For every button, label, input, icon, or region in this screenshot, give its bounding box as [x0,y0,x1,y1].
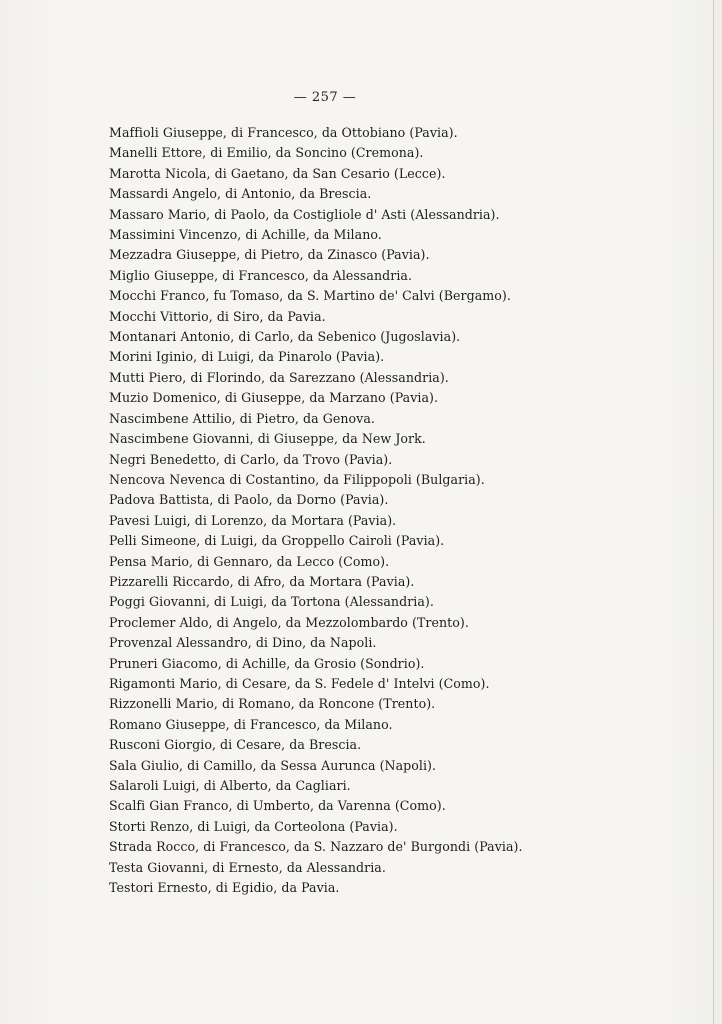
list-item: Storti Renzo, di Luigi, da Corteolona (Pavia). [109,818,398,834]
list-item: Marotta Nicola, di Gaetano, da San Cesario (Lecce). [109,165,446,181]
list-item: Massaro Mario, di Paolo, da Costigliole d' Asti (Alessandria). [109,206,500,222]
page-number: — 257 — [293,90,357,105]
list-item: Provenzal Alessandro, di Dino, da Napoli. [109,635,377,651]
list-item: Romano Giuseppe, di Francesco, da Milano. [109,716,393,732]
list-item: Pizzarelli Riccardo, di Afro, da Mortara (Pavia). [109,573,415,589]
list-item: Rigamonti Mario, di Cesare, da S. Fedele d' Intelvi (Como). [109,675,490,691]
list-item: Mocchi Franco, fu Tomaso, da S. Martino de' Calvi (Bergamo). [109,288,511,304]
list-item: Padova Battista, di Paolo, da Dorno (Pavia). [109,492,389,508]
list-item: Testa Giovanni, di Ernesto, da Alessandria. [109,859,386,875]
list-item: Pruneri Giacomo, di Achille, da Grosio (Sondrio). [109,655,425,671]
list-item: Nascimbene Giovanni, di Giuseppe, da New Jork. [109,431,426,447]
list-item: Poggi Giovanni, di Luigi, da Tortona (Alessandria). [109,594,434,610]
list-item: Negri Benedetto, di Carlo, da Trovo (Pavia). [109,451,393,467]
list-item: Muzio Domenico, di Giuseppe, da Marzano (Pavia). [109,390,439,406]
list-item: Proclemer Aldo, di Angelo, da Mezzolombardo (Trento). [109,614,469,630]
list-item: Mutti Piero, di Florindo, da Sarezzano (Alessandria). [109,369,449,385]
list-item: Salaroli Luigi, di Alberto, da Cagliari. [109,778,351,793]
list-item: Nascimbene Attilio, di Pietro, da Genova. [109,410,375,426]
list-item: Massimini Vincenzo, di Achille, da Milano. [109,227,382,243]
list-item: Mezzadra Giuseppe, di Pietro, da Zinasco (Pavia). [109,247,430,263]
list-item: Manelli Ettore, di Emilio, da Soncino (Cremona). [109,145,424,161]
list-item: Nencova Nevenca di Costantino, da Filippopoli (Bulgaria). [109,471,485,487]
list-item: Scalfi Gian Franco, di Umberto, da Varenna (Como). [109,798,446,814]
name-list [109,123,523,898]
list-item: Maffioli Giuseppe, di Francesco, da Ottobiano (Pavia). [109,125,458,140]
list-item: Pavesi Luigi, di Lorenzo, da Mortara (Pavia). [109,512,397,528]
list-item: Pensa Mario, di Gennaro, da Lecco (Como). [109,553,390,569]
list-item: Rizzonelli Mario, di Romano, da Roncone (Trento). [109,696,436,712]
list-item: Morini Iginio, di Luigi, da Pinarolo (Pavia). [109,349,385,365]
list-item: Montanari Antonio, di Carlo, da Sebenico (Jugoslavia). [109,329,461,345]
list-item: Pelli Simeone, di Luigi, da Groppello Cairoli (Pavia). [109,533,445,549]
list-item: Strada Rocco, di Francesco, da S. Nazzaro de' Burgondi (Pavia). [109,839,523,855]
list-item: Sala Giulio, di Camillo, da Sessa Aurunca (Napoli). [109,757,437,773]
list-item: Miglio Giuseppe, di Francesco, da Alessandria. [109,267,413,283]
page-edge [713,0,714,1024]
list-item: Testori Ernesto, di Egidio, da Pavia. [109,880,340,896]
list-item: Mocchi Vittorio, di Siro, da Pavia. [109,308,326,324]
list-item: Massardi Angelo, di Antonio, da Brescia. [109,186,372,202]
list-item: Rusconi Giorgio, di Cesare, da Brescia. [109,737,362,753]
